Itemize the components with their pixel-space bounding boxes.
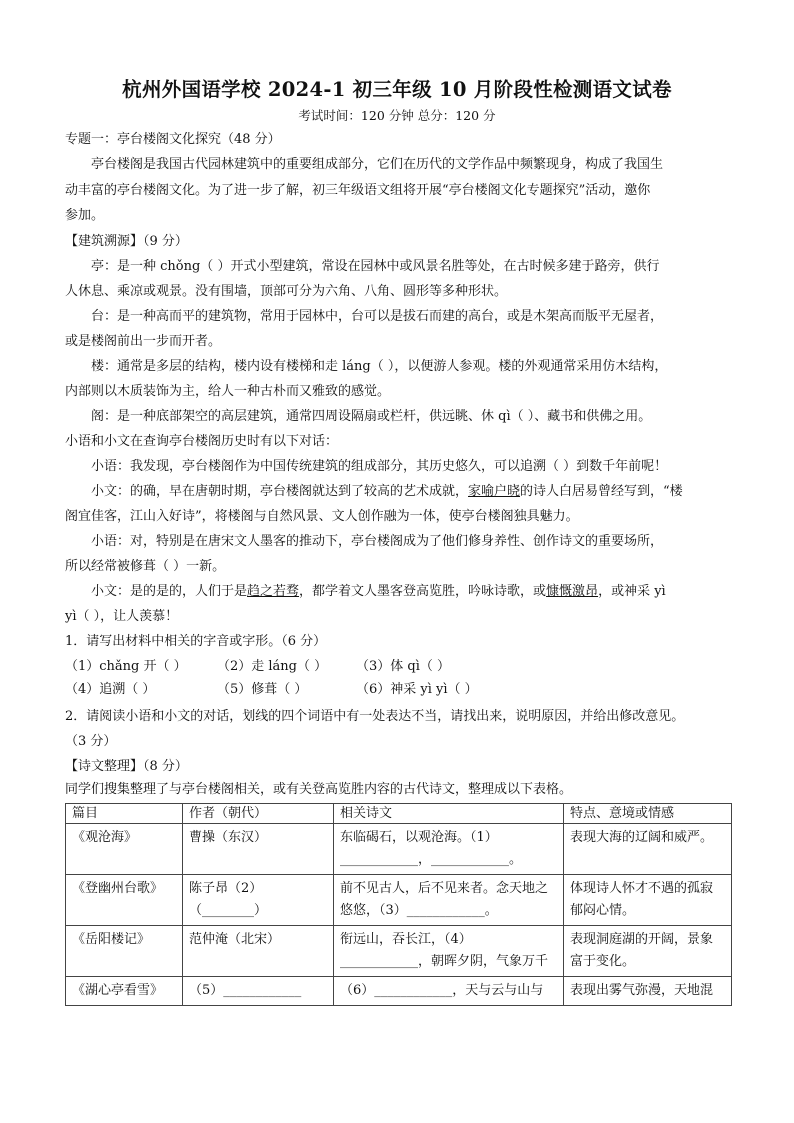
table-header-cell: 作者（朝代） — [183, 804, 334, 824]
table-cell: 表现出雾气弥漫，天地混 — [564, 977, 732, 1006]
q1-item-6: （6）神采 yì yì（ ） — [356, 682, 478, 697]
q1-item-2: （2）走 láng（ ） — [217, 659, 328, 674]
ting-line-1: 亭：是一种 chǒng（ ）开式小型建筑，常设在园林中或风景名胜等处，在古时候多建于路旁，供行 — [91, 259, 660, 274]
table-row — [66, 824, 732, 875]
table-header-cell: 相关诗文 — [334, 804, 564, 824]
table-header-row — [66, 804, 732, 824]
question-2-line-2: （3 分） — [65, 734, 117, 749]
intro-line-2: 动丰富的亭台楼阁文化。为了进一步了解，初三年级语文组将开展“亭台楼阁文化专题探究”活动，邀你 — [65, 183, 651, 198]
question-2-line-1: 2．请阅读小语和小文的对话，划线的四个词语中有一处表达不当，请找出来，说明原因，并给出修改意见。 — [65, 709, 685, 724]
exam-title: 杭州外国语学校 2024-1 初三年级 10 月阶段性检测语文试卷 — [122, 78, 672, 101]
xiaowen-line-3 — [91, 583, 666, 601]
underlined-word-1: 家喻户晓 — [468, 484, 521, 499]
table-cell: 东临碣石，以观沧海。（1）____________，____________。 — [334, 824, 564, 875]
ting-line-2: 人休息、乘凉或观景。没有围墙，顶部可分为六角、八角、圆形等多种形状。 — [65, 284, 508, 299]
table-cell: 陈子昂（2）（________） — [183, 875, 334, 926]
tai-line-2: 或是楼阁前出一步而开者。 — [65, 334, 222, 349]
q1-item-3: （3）体 qì（ ） — [356, 659, 451, 674]
xiaowen-line-1 — [91, 483, 683, 501]
table-header-cell: 特点、意境或情感 — [564, 804, 732, 824]
tai-line-1: 台：是一种高而平的建筑物，常用于园林中，台可以是拔石而建的高台，或是木架高而版平无屋者， — [91, 309, 664, 324]
table-cell: 范仲淹（北宋） — [183, 926, 334, 977]
xiaowen3-text-c: ，或神采 yì — [598, 584, 666, 599]
table-cell: 体现诗人怀才不遇的孤寂郁闷心情。 — [564, 875, 732, 926]
table-header-cell: 篇目 — [66, 804, 183, 824]
question-1: 1．请写出材料中相关的字音或字形。（6 分） — [65, 634, 327, 649]
xiaoyu-line-3: 所以经常被修葺（ ）一新。 — [65, 559, 226, 574]
poems-table — [65, 803, 732, 1006]
xiaowen3-text-a: 小文：是的是的，人们于是 — [91, 584, 248, 599]
xiaoyu-line-2: 小语：对，特别是在唐宋文人墨客的推动下，亭台楼阁成为了他们修身养性、创作诗文的重要场所， — [91, 534, 664, 549]
xiaowen-text-a: 小文：的确，早在唐朝时期，亭台楼阁就达到了较高的艺术成就， — [91, 484, 469, 499]
dialog-intro: 小语和小文在查询亭台楼阁历史时有以下对话： — [65, 434, 339, 449]
lou-line-1: 楼：通常是多层的结构，楼内设有楼梯和走 láng（ ），以便游人参观。楼的外观通常采用仿木结构， — [91, 359, 668, 374]
q1-item-1: （1）chǎng 开（ ） — [65, 659, 187, 674]
table-cell: 表现洞庭湖的开阔，景象富于变化。 — [564, 926, 732, 977]
xiaowen-line-4: yì（ ），让人羡慕！ — [65, 609, 179, 624]
poems-intro: 同学们搜集整理了与亭台楼阁相关，或有关登高览胜内容的古代诗文，整理成以下表格。 — [65, 782, 573, 797]
table-cell: 《岳阳楼记》 — [66, 926, 183, 977]
xiaowen3-text-b: ，都学着文人墨客登高览胜，吟咏诗歌，或 — [299, 584, 547, 599]
q1-item-5: （5）修葺（ ） — [217, 682, 308, 697]
intro-line-3: 参加。 — [65, 208, 105, 223]
topic-heading: 专题一：亭台楼阁文化探究（48 分） — [65, 132, 281, 147]
lou-line-2: 内部则以木质装饰为主，给人一种古朴而又雅致的感觉。 — [65, 384, 391, 399]
table-row — [66, 977, 732, 1006]
intro-line-1: 亭台楼阁是我国古代园林建筑中的重要组成部分，它们在历代的文学作品中频繁现身，构成了我国生 — [91, 157, 664, 172]
table-row — [66, 875, 732, 926]
xiaowen-text-b: 的诗人白居易曾经写到，“楼 — [520, 484, 683, 499]
table-cell: （6）____________，天与云与山与 — [334, 977, 564, 1006]
section-heading-origin: 【建筑溯源】（9 分） — [65, 234, 188, 249]
table-cell: （5）____________ — [183, 977, 334, 1006]
table-cell: 《湖心亭看雪》 — [66, 977, 183, 1006]
table-row — [66, 926, 732, 977]
table-cell: 表现大海的辽阔和威严。 — [564, 824, 732, 875]
table-cell: 前不见古人，后不见来者。念天地之悠悠，（3）____________。 — [334, 875, 564, 926]
underlined-word-2: 趋之若骛 — [247, 584, 300, 599]
ge-line-1: 阁：是一种底部架空的高层建筑，通常四周设隔扇或栏杆，供远眺、休 qì（ ）、藏书和供佛之用。 — [91, 409, 652, 424]
table-cell: 《登幽州台歌》 — [66, 875, 183, 926]
table-cell: 《观沧海》 — [66, 824, 183, 875]
q1-item-4: （4）追溯（ ） — [65, 682, 156, 697]
exam-subtitle: 考试时间：120 分钟 总分：120 分 — [298, 108, 496, 123]
xiaowen-line-2: 阁宜佳客，江山入好诗”，将楼阁与自然风景、文人创作融为一体，使亭台楼阁独具魅力。 — [65, 509, 579, 524]
table-cell: 衔远山，吞长江，（4）____________，朝晖夕阴，气象万千 — [334, 926, 564, 977]
xiaoyu-line-1: 小语：我发现，亭台楼阁作为中国传统建筑的组成部分，其历史悠久，可以追溯（ ）到数千年前呢！ — [91, 459, 668, 474]
underlined-word-3: 慷慨激昂 — [546, 584, 599, 599]
table-cell: 曹操（东汉） — [183, 824, 334, 875]
section-heading-poems: 【诗文整理】（8 分） — [65, 759, 188, 774]
